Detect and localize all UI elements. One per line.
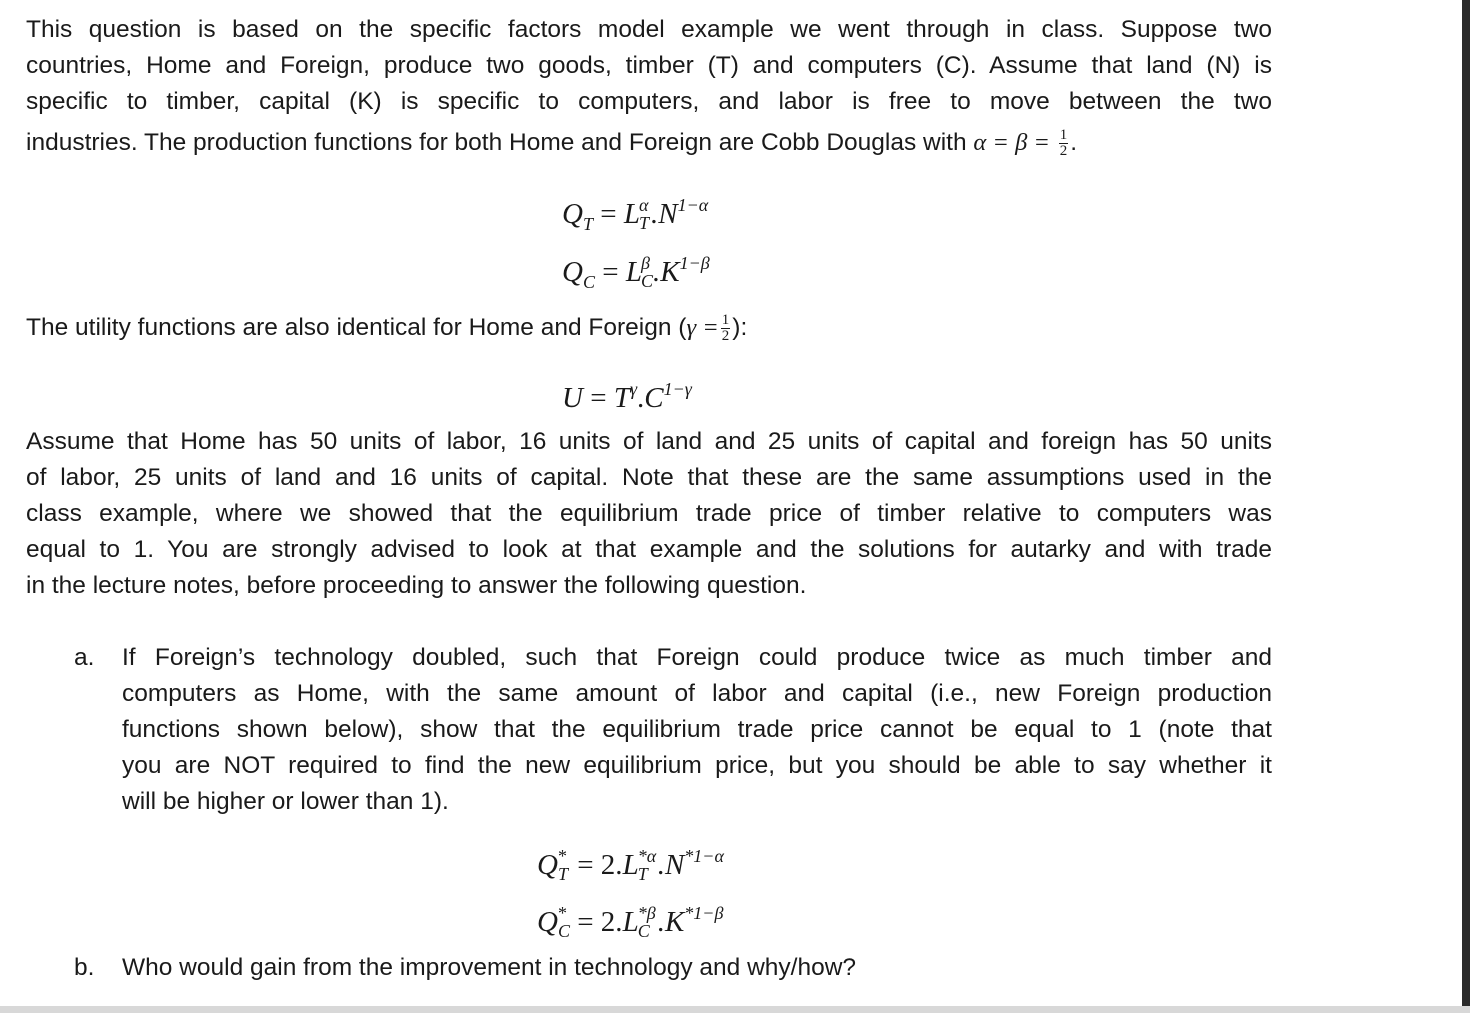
assume-line-2: of labor, 25 units of land and 16 units of capital. Note that these are the same assumptions used in the — [26, 464, 1272, 491]
eq-mid: .K — [657, 906, 685, 938]
eq-lhs-sub: T — [557, 864, 568, 885]
foreign-computer-equation — [537, 893, 723, 942]
eq-base: L — [622, 849, 639, 881]
eq-sup: β — [640, 253, 650, 274]
eq-sub: C — [640, 271, 653, 292]
eq-base: L — [625, 256, 642, 288]
eq-sign: = — [594, 256, 626, 288]
eq-exp: *1−β — [684, 903, 724, 923]
eq-lhs: Q — [562, 198, 583, 230]
intro-paragraph — [26, 12, 1272, 161]
eq-sign: = 2. — [569, 849, 623, 881]
alpha-beta-expression: α = β = — [973, 129, 1050, 156]
intro-line-1: This question is based on the specific factors model example we went through in class. Suppose two — [26, 16, 1272, 43]
utility-line-text: The utility functions are also identical for Home and Foreign ( — [26, 314, 687, 341]
computer-production-equation — [562, 243, 710, 302]
intro-line-3: specific to timber, capital (K) is specific to computers, and labor is free to move between the two — [26, 88, 1272, 115]
part-b-marker: b. — [74, 954, 95, 981]
timber-production-equation — [562, 185, 708, 244]
eq-mid: .K — [652, 256, 680, 288]
part-b-text: Who would gain from the improvement in technology and why/how? — [122, 954, 857, 981]
gamma-expression: γ = — [686, 314, 719, 341]
eq-dot: . — [637, 382, 645, 414]
part-a-line-4: you are NOT required to find the new equilibrium price, but you should be able to say whether it — [122, 752, 1272, 779]
utility-line-close: ): — [732, 314, 748, 341]
assume-line-4: equal to 1. You are strongly advised to look at that example and the solutions for autarky and with trade — [26, 536, 1272, 563]
part-a-line-1: If Foreign’s technology doubled, such that Foreign could produce twice as much timber and — [122, 644, 1272, 671]
page-bottom-border — [0, 1006, 1470, 1013]
eq-lhs: Q — [562, 256, 583, 288]
assume-line-1: Assume that Home has 50 units of labor, 16 units of land and 25 units of capital and foreign has 50 units — [26, 428, 1272, 455]
part-a-text — [122, 640, 1272, 820]
eq-mid: .N — [650, 198, 678, 230]
part-a-line-3: functions shown below), show that the equilibrium trade price cannot be equal to 1 (note that — [122, 716, 1272, 743]
gamma-fraction — [721, 313, 731, 344]
eq-sub: C — [637, 921, 650, 942]
intro-line-4-text: industries. The production functions for both Home and Foreign are Cobb Douglas with — [26, 129, 967, 156]
intro-line-4: industries. The production functions for both Home and Foreign are Cobb Douglas with α = β = $\frac{1}{2}$ . — [26, 127, 1078, 160]
eq-lhs-sub: C — [582, 272, 595, 292]
eq-star: * — [557, 903, 567, 924]
eq-exp: 1−α — [677, 195, 709, 215]
eq-c: C — [644, 382, 664, 414]
fraction-numerator: 1 — [1059, 127, 1068, 144]
eq-base: L — [623, 198, 640, 230]
fraction-denominator: 2 — [1059, 143, 1068, 160]
fraction-denominator: 2 — [721, 328, 730, 345]
foreign-timber-equation — [537, 836, 724, 885]
eq-t-exp: γ — [629, 379, 638, 399]
eq-sign: = — [592, 198, 624, 230]
eq-sub: T — [638, 213, 649, 234]
utility-line — [26, 310, 1272, 346]
eq-sign: = 2. — [569, 906, 623, 938]
eq-exp: *1−α — [684, 846, 724, 866]
eq-sub: T — [637, 864, 648, 885]
part-a-line-5: will be higher or lower than 1). — [122, 788, 449, 815]
page-right-border — [1462, 0, 1470, 1013]
eq-t: T — [613, 382, 630, 414]
eq-lhs: Q — [537, 906, 558, 938]
eq-lhs: Q — [537, 849, 558, 881]
eq-lhs-sub: T — [582, 214, 593, 234]
one-half-fraction — [1059, 128, 1069, 159]
assume-line-3: class example, where we showed that the equilibrium trade price of timber relative to computers was — [26, 500, 1272, 527]
eq-sign: = — [582, 382, 614, 414]
utility-equation — [562, 369, 692, 418]
eq-c-exp: 1−γ — [663, 379, 692, 399]
eq-star: * — [557, 846, 567, 867]
assumptions-paragraph — [26, 424, 1272, 604]
part-a-line-2: computers as Home, with the same amount of labor and capital (i.e., new Foreign production — [122, 680, 1272, 707]
eq-mid: .N — [657, 849, 685, 881]
eq-sup: α — [638, 195, 649, 216]
fraction-numerator: 1 — [721, 312, 730, 329]
eq-exp: 1−β — [679, 253, 710, 273]
eq-sup: *β — [637, 903, 656, 924]
intro-line-2: countries, Home and Foreign, produce two goods, timber (T) and computers (C). Assume that land (N) is — [26, 52, 1272, 79]
eq-base: L — [622, 906, 639, 938]
eq-lhs: U — [562, 382, 583, 414]
eq-lhs-sub: C — [557, 921, 570, 942]
part-a-marker: a. — [74, 644, 95, 671]
utility-paragraph — [26, 310, 1272, 346]
eq-sup: *α — [637, 846, 657, 867]
assume-line-5: in the lecture notes, before proceeding to answer the following question. — [26, 572, 807, 599]
